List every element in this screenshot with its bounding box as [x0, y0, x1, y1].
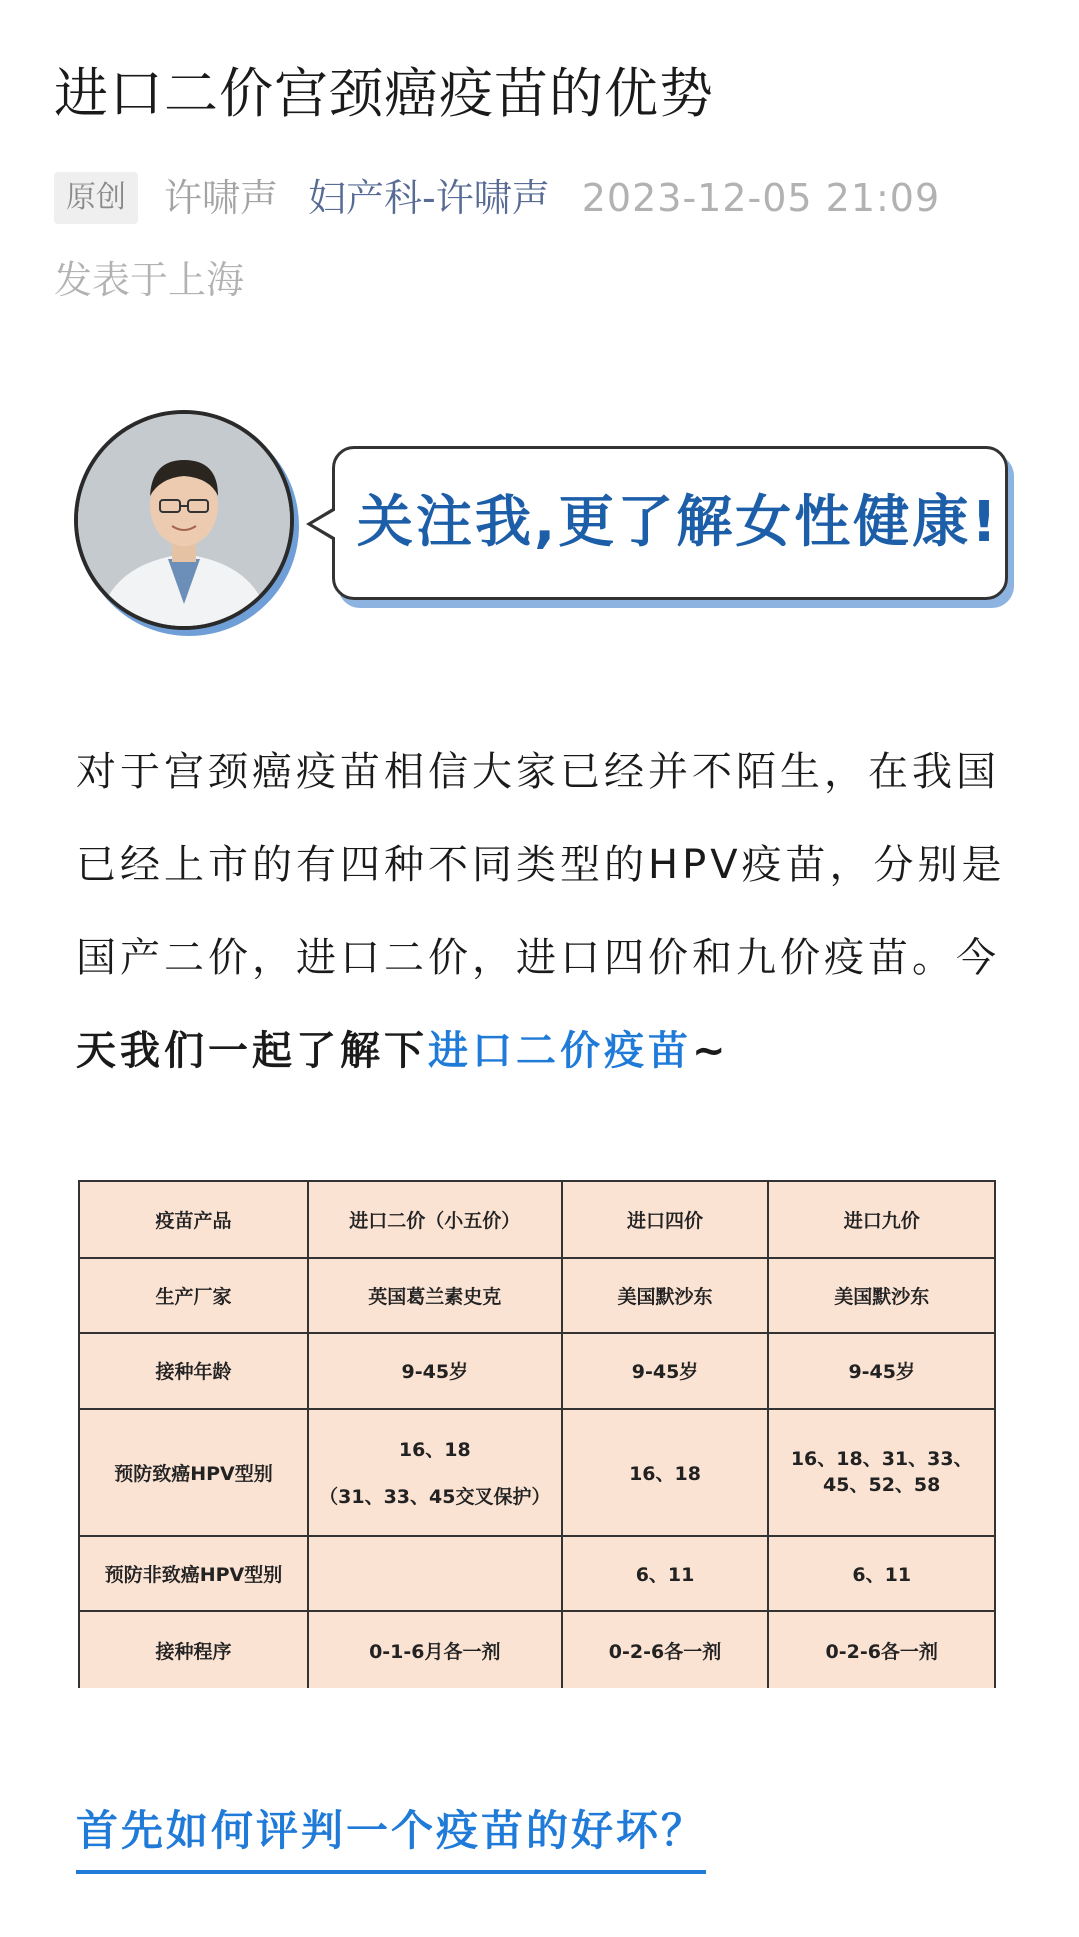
account-link[interactable]: 妇产科-许啸声 [308, 176, 550, 220]
section-heading: 首先如何评判一个疫苗的好坏？ [76, 1798, 706, 1874]
table-row [79, 1333, 995, 1408]
table-cell: 美国默沙东 [768, 1258, 995, 1333]
vaccine-comparison-table [78, 1180, 996, 1688]
table-cell: 0-2-6各一剂 [562, 1611, 769, 1688]
table-cell: 9-45岁 [768, 1333, 995, 1408]
table-cell: 预防非致癌HPV型别 [79, 1536, 308, 1611]
table-row [79, 1536, 995, 1611]
table-cell: 0-1-6月各一剂 [308, 1611, 562, 1688]
table-header-row [79, 1181, 995, 1258]
doctor-avatar [74, 410, 294, 630]
intro-text: 对于宫颈癌疫苗相信大家已经并不陌生，在我国已经上市的有四种不同类型的HPV疫苗，分别是国产二价，进口二价，进口四价和九价疫苗。今 [76, 749, 1006, 981]
table-cell [308, 1536, 562, 1611]
publish-location: 发表于上海 [54, 258, 245, 302]
table-cell: 美国默沙东 [562, 1258, 769, 1333]
intro-highlight: 进口二价疫苗 [428, 1028, 692, 1074]
table-cell [308, 1409, 562, 1536]
article-meta [54, 172, 940, 224]
table-cell: 6、11 [562, 1536, 769, 1611]
table-cell: 接种年龄 [79, 1333, 308, 1408]
table-cell: 英国葛兰素史克 [308, 1258, 562, 1333]
table-header-cell: 疫苗产品 [79, 1181, 308, 1258]
table-header-cell: 进口四价 [562, 1181, 769, 1258]
table-cell: 0-2-6各一剂 [768, 1611, 995, 1688]
table-header-cell: 进口二价（小五价） [308, 1181, 562, 1258]
table-header-cell: 进口九价 [768, 1181, 995, 1258]
table-row [79, 1258, 995, 1333]
table-cell: 9-45岁 [308, 1333, 562, 1408]
table-cell: 9-45岁 [562, 1333, 769, 1408]
table-row [79, 1409, 995, 1536]
follow-banner [74, 410, 1014, 640]
table-row [79, 1611, 995, 1688]
intro-paragraph [76, 726, 1006, 1098]
table-cell: 16、18 [562, 1409, 769, 1536]
cross-protection-note: （31、33、45交叉保护） [319, 1486, 551, 1509]
doctor-portrait-icon [78, 414, 290, 626]
table-cell-text: 16、18 [398, 1439, 471, 1462]
intro-bold-text: 天我们一起了解下 [76, 1028, 428, 1074]
intro-suffix: ~ [692, 1028, 730, 1074]
table-cell: 16、18、31、33、45、52、58 [768, 1409, 995, 1536]
speech-bubble [332, 446, 1008, 600]
original-badge: 原创 [54, 172, 138, 224]
table-cell: 生产厂家 [79, 1258, 308, 1333]
publish-date: 2023-12-05 21:09 [581, 176, 941, 220]
table-cell: 预防致癌HPV型别 [79, 1409, 308, 1536]
article-title: 进口二价宫颈癌疫苗的优势 [54, 62, 714, 125]
author-name[interactable]: 许啸声 [164, 176, 279, 220]
banner-text: 关注我,更了解女性健康! [357, 490, 1000, 555]
table-cell: 接种程序 [79, 1611, 308, 1688]
table-cell: 6、11 [768, 1536, 995, 1611]
